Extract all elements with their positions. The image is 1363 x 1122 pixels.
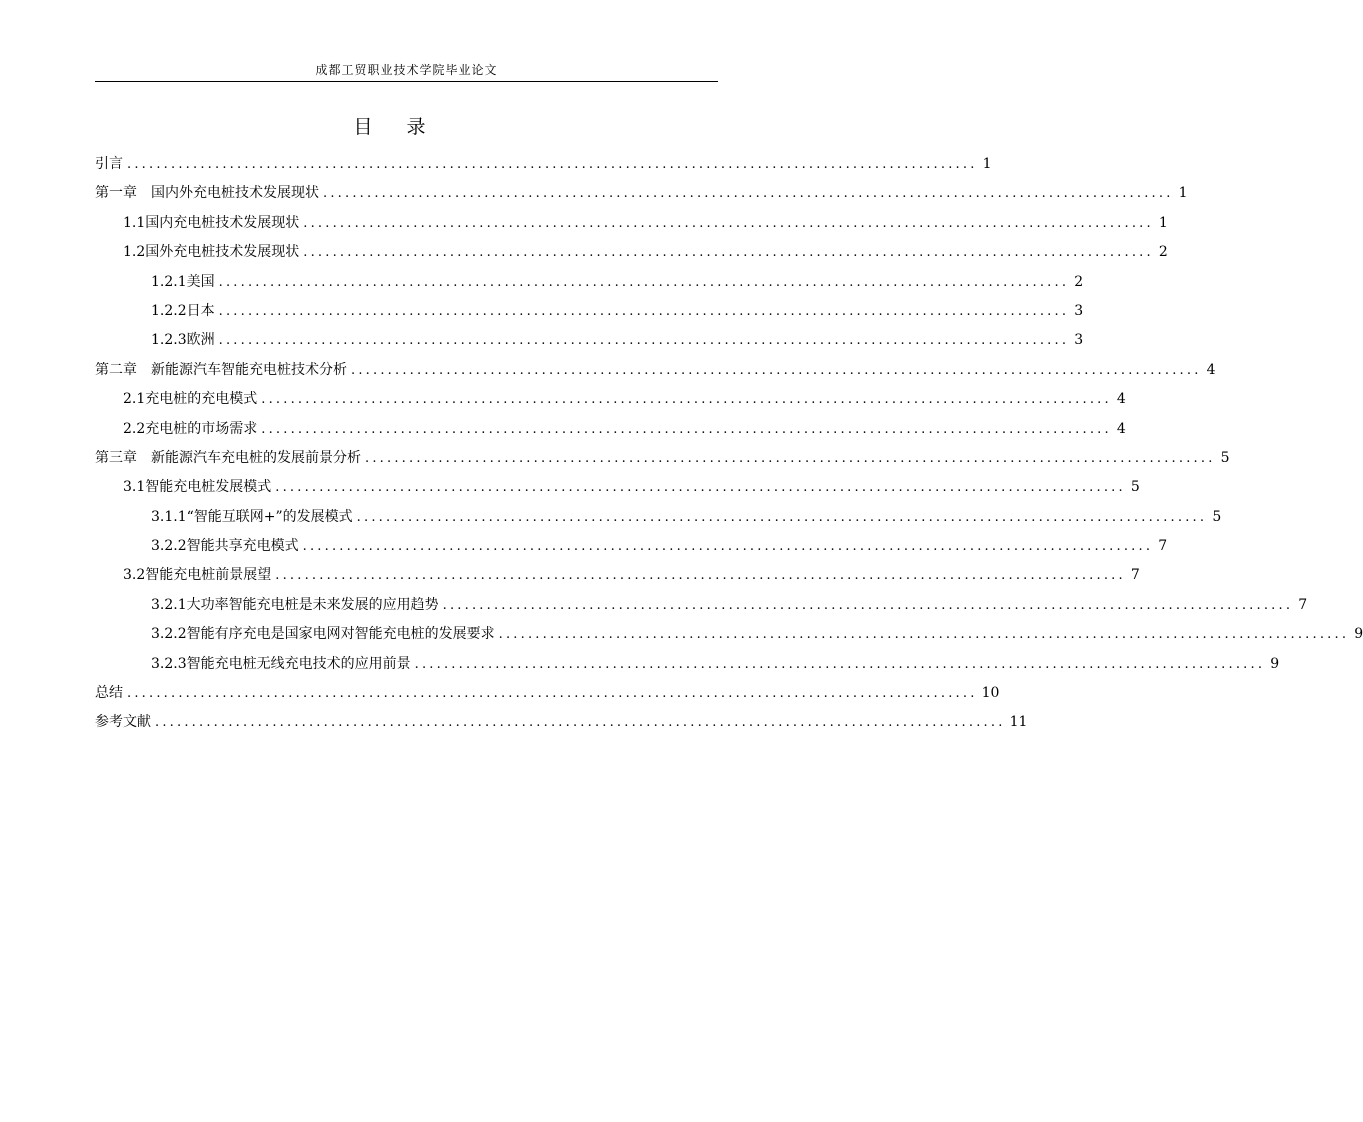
toc-entry[interactable] (95, 415, 1126, 444)
page-header (95, 62, 718, 82)
leader-dots: .................................................................................................................... (218, 303, 1070, 319)
toc-entry-page: 3 (1074, 302, 1084, 319)
leader-dots: .................................................................................................................... (302, 539, 1154, 555)
toc-entry-page: 1 (1178, 185, 1188, 202)
leader-dots: .................................................................................................................... (261, 421, 1112, 437)
toc-entry[interactable] (95, 297, 1084, 326)
leader-dots: .................................................................................................................... (218, 274, 1070, 290)
toc-entry-label: 3.2.3智能充电桩无线充电技术的应用前景 (151, 655, 411, 672)
leader-dots: .................................................................................................................... (155, 715, 1006, 731)
toc-entry-page: 4 (1116, 420, 1126, 437)
toc-entry-page: 2 (1074, 273, 1084, 290)
leader-dots: .................................................................................................................... (323, 186, 1174, 202)
leader-dots: .................................................................................................................... (303, 245, 1154, 261)
toc-entry-label: 3.2.2智能有序充电是国家电网对智能充电桩的发展要求 (151, 626, 495, 643)
leader-dots: .................................................................................................................... (442, 597, 1294, 613)
toc-entry-page: 5 (1130, 479, 1140, 496)
toc-entry-page: 5 (1220, 449, 1230, 466)
toc-entry[interactable] (95, 503, 1222, 532)
toc-entry[interactable] (95, 620, 1363, 649)
toc-entry-label: 2.2充电桩的市场需求 (123, 420, 258, 437)
leader-dots: .................................................................................................................... (127, 686, 978, 702)
toc-entry-label: 第二章 新能源汽车智能充电桩技术分析 (95, 361, 347, 378)
toc-entry[interactable] (95, 532, 1168, 561)
toc-entry-page: 1 (1158, 214, 1168, 231)
leader-dots: .................................................................................................................... (414, 656, 1266, 672)
leader-dots: .................................................................................................................... (275, 480, 1126, 496)
leader-dots: .................................................................................................................... (261, 392, 1112, 408)
toc-entry-label: 1.2.3欧洲 (151, 332, 215, 349)
toc-entry[interactable] (95, 326, 1084, 355)
toc-entry-label: 引言 (95, 156, 123, 172)
toc-entry[interactable] (95, 708, 1028, 737)
toc-entry-page: 7 (1298, 596, 1308, 613)
leader-dots: .................................................................................................................... (356, 509, 1208, 525)
toc-entry-label: 1.1国内充电桩技术发展现状 (123, 214, 300, 231)
toc-entry[interactable] (95, 179, 1188, 208)
toc-entry[interactable] (95, 473, 1140, 502)
toc-entry-label: 参考文献 (95, 714, 151, 731)
leader-dots: .................................................................................................................... (365, 450, 1216, 466)
leader-dots: .................................................................................................................... (218, 333, 1070, 349)
toc-entry-label: 1.2国外充电桩技术发展现状 (123, 244, 300, 261)
toc-entry-page: 7 (1158, 538, 1168, 555)
toc-entry-label: 3.2.2智能共享充电模式 (151, 538, 299, 555)
toc-entry-page: 2 (1158, 244, 1168, 261)
toc-entry-page: 11 (1009, 714, 1028, 731)
leader-dots: .................................................................................................................... (498, 627, 1350, 643)
header-title: 成都工贸职业技术学院毕业论文 (315, 63, 498, 77)
toc-entry-label: 总结 (95, 685, 123, 702)
toc-entry[interactable] (95, 356, 1216, 385)
toc-entry-label: 第一章 国内外充电桩技术发展现状 (95, 185, 319, 202)
toc-entry[interactable] (95, 238, 1168, 267)
toc-entry[interactable] (95, 150, 992, 179)
toc-entry-label: 1.2.2日本 (151, 302, 215, 319)
toc-title: 目 录 (353, 116, 440, 138)
toc-entry[interactable] (95, 591, 1308, 620)
toc-entry-label: 3.1.1“智能互联网+”的发展模式 (151, 508, 353, 525)
toc-entry-page: 9 (1270, 655, 1280, 672)
toc-entry-page: 1 (982, 156, 992, 172)
toc-entry[interactable] (95, 444, 1230, 473)
leader-dots: .................................................................................................................... (351, 362, 1202, 378)
toc-entry[interactable] (95, 385, 1126, 414)
toc-entry-page: 3 (1074, 332, 1084, 349)
toc-entry-page: 5 (1212, 508, 1222, 525)
table-of-contents (95, 150, 1363, 738)
toc-entry-page: 9 (1354, 626, 1363, 643)
toc-entry-label: 3.2智能充电桩前景展望 (123, 567, 272, 584)
toc-entry[interactable] (95, 679, 1000, 708)
toc-entry-label: 3.1智能充电桩发展模式 (123, 479, 272, 496)
toc-entry-page: 7 (1130, 567, 1140, 584)
toc-entry-label: 2.1充电桩的充电模式 (123, 391, 258, 408)
toc-entry[interactable] (95, 268, 1084, 297)
toc-entry-page: 4 (1206, 361, 1216, 378)
toc-entry-label: 1.2.1美国 (151, 273, 215, 290)
leader-dots: .................................................................................................................... (275, 568, 1126, 584)
toc-entry-page: 10 (981, 685, 1000, 702)
toc-entry-label: 3.2.1大功率智能充电桩是未来发展的应用趋势 (151, 596, 439, 613)
toc-entry[interactable] (95, 650, 1280, 679)
toc-entry[interactable] (95, 561, 1140, 590)
toc-entry[interactable] (95, 209, 1168, 238)
leader-dots: .................................................................................................................... (303, 215, 1154, 231)
leader-dots: .................................................................................................................... (127, 157, 978, 172)
toc-entry-label: 第三章 新能源汽车充电桩的发展前景分析 (95, 449, 361, 466)
toc-entry-page: 4 (1116, 391, 1126, 408)
